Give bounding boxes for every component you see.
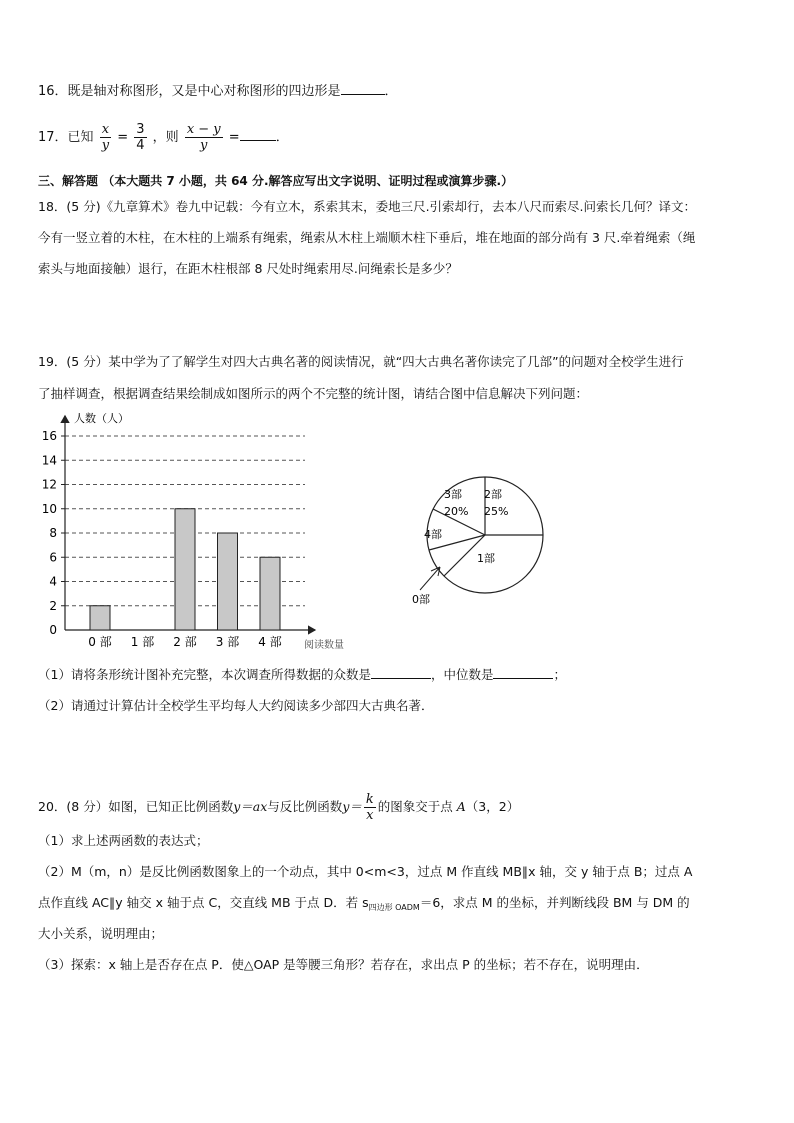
fraction-num: 3	[136, 122, 145, 137]
y-ticks	[42, 429, 65, 637]
q20-sub2-text: ＝6，求点 M 的坐标，并判断线段 BM 与 DM 的	[419, 895, 690, 910]
equals-sign: =	[117, 130, 129, 145]
y-tick-label: 8	[49, 526, 57, 540]
fraction-x-minus-y-over-y	[185, 122, 223, 153]
question-20-sub-2-line-1: （2）M（m，n）是反比例函数图象上的一个动点，其中 0<m<3，过点 M 作直线 MB∥x 轴，交 y 轴于点 B；过点 A	[38, 864, 693, 879]
answer-blank	[240, 128, 276, 141]
q20-text: 与反比例函数	[267, 799, 343, 814]
sub-1-end: ；	[553, 667, 566, 682]
question-17-mid: ，则	[152, 130, 179, 145]
question-18-line-1: 18．(5 分)《九章算术》卷九中记载：今有立木，系索其末，委地三尺.引索却行，去本八尺而索尽.问索长几何？译文：	[38, 199, 697, 214]
pie-label-1: 1部	[477, 552, 495, 565]
y-axis-label: 人数（人）	[74, 412, 129, 425]
question-19-line-1: 19．(5 分）某中学为了了解学生对四大古典名著的阅读情况，就“四大古典名著你读完了几部”的问题对全校学生进行	[38, 354, 684, 369]
q20-text: （3，2）	[465, 799, 520, 814]
q20-text: 20．(8 分）如图，已知正比例函数	[38, 799, 234, 814]
y-tick-label: 4	[49, 574, 57, 589]
x-tick-label: 0 部	[88, 635, 112, 649]
fraction-den: y	[200, 138, 208, 153]
fraction-x-over-y	[100, 122, 111, 153]
pie-label-2: 2部	[484, 488, 502, 501]
pie-pct-2: 25%	[484, 505, 509, 518]
bar	[218, 533, 238, 630]
question-19-line-2: 了抽样调查，根据调查结果绘制成如图所示的两个不完整的统计图，请结合图中信息解决下列问题：	[38, 386, 589, 401]
bar	[260, 557, 280, 630]
question-17-end: ．	[275, 130, 289, 145]
q20-fn2-y: y＝	[342, 799, 362, 814]
y-tick-label: 0	[49, 623, 57, 637]
point-A: A	[456, 799, 466, 814]
fraction-den: 4	[136, 138, 145, 153]
section-3-header	[38, 172, 513, 190]
question-20-sub-3: （3）探索：x 轴上是否存在点 P．使△OAP 是等腰三角形？若存在，求出点 P 的坐标；若不存在，说明理由．	[38, 957, 649, 972]
y-tick-label: 10	[41, 501, 57, 516]
y-tick-label: 12	[41, 477, 57, 492]
question-16-end: ．	[384, 84, 398, 99]
question-18-line-2: 今有一竖立着的木柱，在木柱的上端系有绳索，绳索从木柱上端顺木柱下垂后，堆在地面的部分尚有 3 尺.牵着绳索（绳	[38, 230, 696, 245]
pie-pointer-line	[420, 567, 440, 590]
equals-sign: =	[228, 130, 240, 145]
question-20-sub-1: （1）求上述两函数的表达式；	[38, 833, 209, 848]
fraction-num: x − y	[186, 122, 221, 137]
x-tick-label: 4 部	[258, 635, 282, 649]
answer-blank	[493, 666, 553, 679]
section-3-desc: （本大题共 7 小题，共 64 分.解答应写出文字说明、证明过程或演算步骤.）	[102, 174, 514, 188]
fraction-den: y	[101, 138, 110, 153]
x-axis-label: 阅读数量	[304, 640, 344, 651]
y-tick-label: 6	[49, 550, 57, 565]
sub-1-text: （1）请将条形统计图补充完整，本次调查所得数据的众数是	[38, 667, 371, 682]
section-3-title: 三、解答题	[38, 174, 99, 188]
bar-chart	[30, 408, 370, 656]
q20-sub2-subscript: 四边形 OADM	[368, 903, 420, 912]
answer-blank	[371, 666, 431, 679]
question-19-sub-2: （2）请通过计算估计全校学生平均每人大约阅读多少部四大古典名著．	[38, 698, 434, 713]
question-17	[38, 120, 289, 156]
bar	[175, 509, 195, 630]
pie-label-4: 4部	[424, 528, 442, 541]
bar	[90, 606, 110, 630]
y-tick-label: 2	[49, 598, 57, 613]
y-tick-label: 14	[41, 453, 57, 468]
fraction-num: x	[100, 122, 111, 138]
question-20-sub-2-line-2	[38, 894, 690, 917]
q20-sub2-text: 点作直线 AC∥y 轴交 x 轴于点 C，交直线 MB 于点 D．若 s	[38, 895, 369, 910]
bars	[90, 509, 280, 630]
q20-fn1: y＝ax	[233, 799, 268, 814]
sub-1-mid: ，中位数是	[430, 667, 494, 682]
pie-label-0: 0部	[412, 593, 430, 606]
pie-chart	[400, 472, 550, 612]
q20-text: 的图象交于点	[377, 799, 453, 814]
fraction-3-over-4	[134, 122, 146, 153]
pie-label-3: 3部	[444, 488, 462, 501]
fraction-num: k	[365, 792, 374, 807]
x-tick-label: 3 部	[215, 635, 240, 649]
question-20-sub-2-line-3: 大小关系，说明理由；	[38, 926, 164, 941]
question-20-line-1	[38, 790, 519, 824]
x-tick-label: 1 部	[130, 635, 155, 649]
fraction-k-over-x	[364, 792, 376, 823]
question-18-line-3: 索头与地面接触）退行，在距木柱根部 8 尺处时绳索用尽.问绳索长是多少？	[38, 261, 458, 276]
question-17-prefix: 17．已知	[38, 130, 94, 145]
x-ticks	[88, 635, 281, 649]
x-tick-label: 2 部	[173, 635, 197, 649]
question-16-text: 16．既是轴对称图形，又是中心对称图形的四边形是	[38, 84, 341, 99]
question-16	[38, 82, 398, 101]
answer-blank	[341, 82, 385, 95]
fraction-den: x	[366, 808, 374, 823]
y-tick-label: 16	[41, 429, 57, 443]
question-19-sub-1	[38, 666, 566, 684]
pie-pct-3: 20%	[444, 505, 469, 518]
